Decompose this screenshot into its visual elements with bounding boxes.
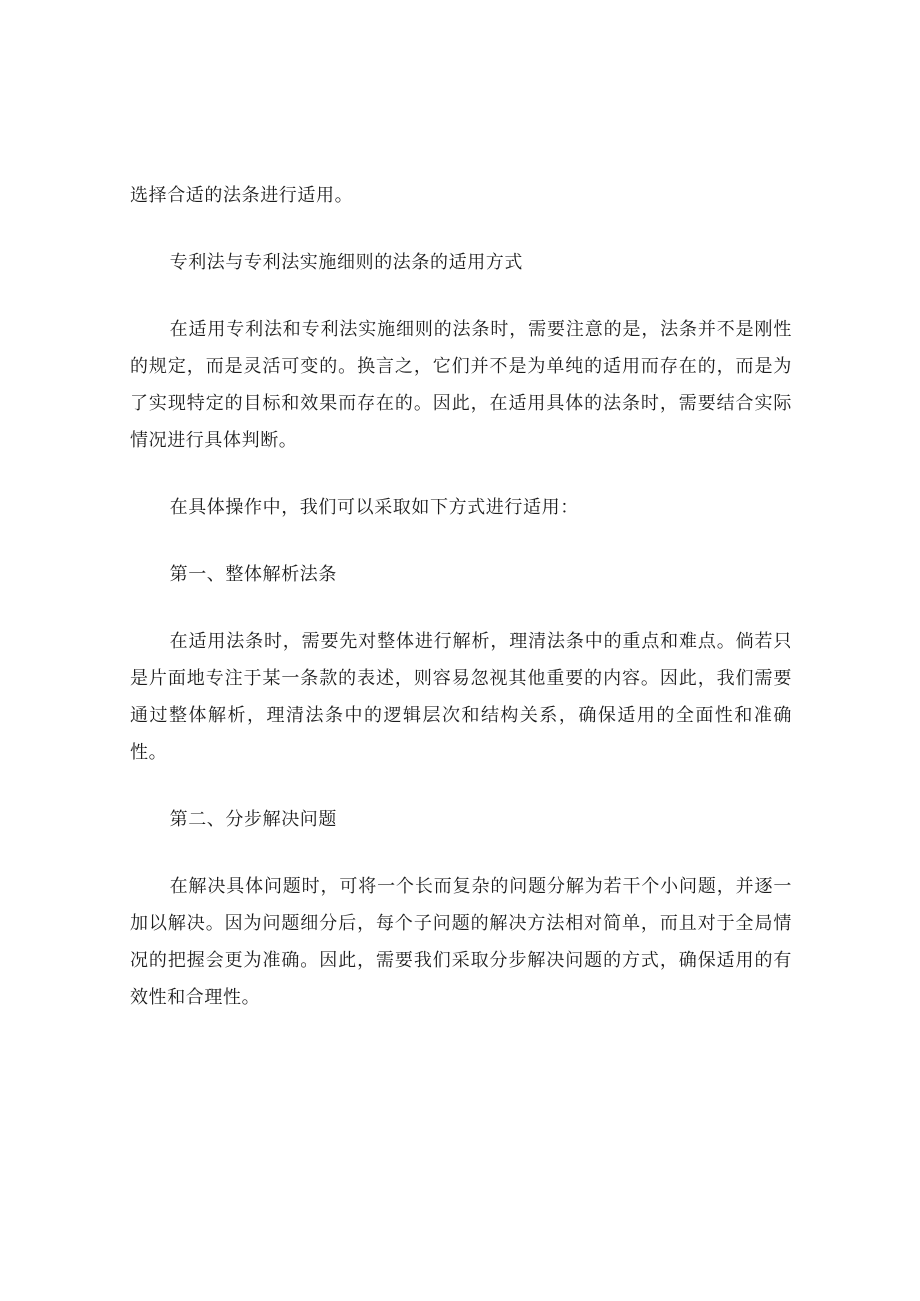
paragraph-operation-intro: 在具体操作中，我们可以采取如下方式进行适用： bbox=[169, 497, 579, 518]
paragraph-stepwise: 在解决具体问题时，可将一个长而复杂的问题分解为若干个小问题，并逐一加以解决。因为问题细分后，每个子问题的解决方法相对简单，而且对于全局情况的把握会更为准确。因此，需要我们采取分步解决问题的方式，确保适用的有效性和合理性。 bbox=[130, 876, 792, 1008]
subheading-second: 第二、分步解决问题 bbox=[169, 809, 337, 830]
document-body bbox=[130, 177, 792, 1046]
section-heading-application-method: 专利法与专利法实施细则的法条的适用方式 bbox=[169, 252, 523, 273]
paragraph-continuation: 选择合适的法条进行适用。 bbox=[130, 185, 354, 206]
paragraph-flexibility: 在适用专利法和专利法实施细则的法条时，需要注意的是，法条并不是刚性的规定，而是灵活可变的。换言之，它们并不是为单纯的适用而存在的，而是为了实现特定的目标和效果而存在的。因此，在适用具体的法条时，需要结合实际情况进行具体判断。 bbox=[130, 319, 792, 451]
paragraph-holistic-analysis: 在适用法条时，需要先对整体进行解析，理清法条中的重点和难点。倘若只是片面地专注于某一条款的表述，则容易忽视其他重要的内容。因此，我们需要通过整体解析，理清法条中的逻辑层次和结构关系，确保适用的全面性和准确性。 bbox=[130, 631, 792, 763]
subheading-first: 第一、整体解析法条 bbox=[169, 564, 337, 585]
